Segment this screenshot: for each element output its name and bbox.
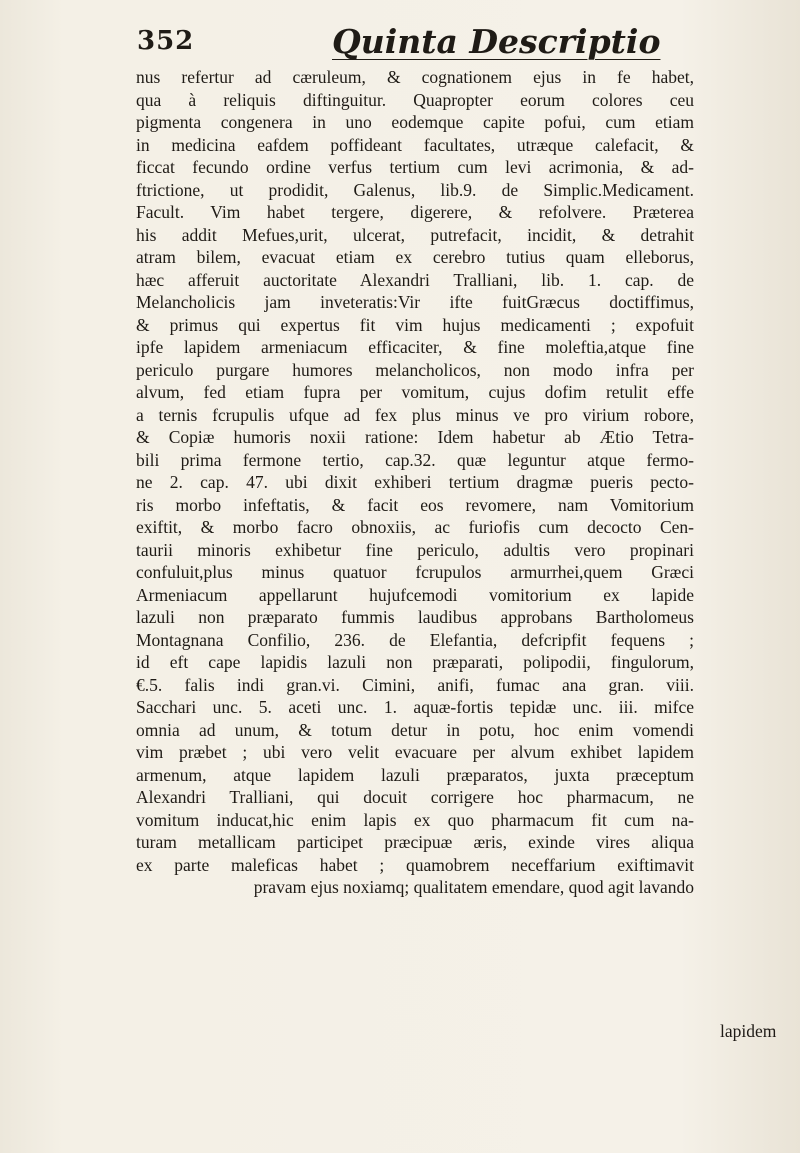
text-line: ex parte maleficas habet ; quamobrem neceffarium exiftimavit xyxy=(136,854,694,875)
text-line: taurii minoris exhibetur fine periculo, adultis vero propinari xyxy=(136,539,694,560)
body-text xyxy=(136,66,694,899)
text-line: Sacchari unc. 5. aceti unc. 1. aquæ-fortis tepidæ unc. iii. mifce xyxy=(136,697,694,717)
text-line: ipfe lapidem armeniacum efficaciter, & fine moleftia,atque fine xyxy=(136,337,694,357)
text-line: ftrictione, ut prodidit, Galenus, lib.9. de Simplic.Medicament. xyxy=(136,179,694,200)
catchword: lapidem xyxy=(720,1021,777,1041)
text-line: qua à reliquis diftinguitur. Quapropter eorum colores ceu xyxy=(136,89,694,110)
text-line: & Copiæ humoris noxii ratione: Idem habetur ab Ætio Tetra- xyxy=(136,427,694,447)
text-line: in medicina eafdem poffideant facultates, utræque calefacit, & xyxy=(136,134,694,155)
text-line: nus refertur ad cæruleum, & cognationem ejus in fe habet, xyxy=(136,67,694,87)
text-line: ne 2. cap. 47. ubi dixit exhiberi tertium dragmæ pueris pecto- xyxy=(136,472,694,492)
text-line: periculo purgare humores melancholicos, non modo infra per xyxy=(136,359,694,380)
text-line: bili prima fermone tertio, cap.32. quæ leguntur atque fermo- xyxy=(136,449,694,470)
text-line: confuluit,plus minus quatuor fcrupulos armurrhei,quem Græci xyxy=(136,562,694,582)
text-line: vim præbet ; ubi vero velit evacuare per alvum exhibet lapidem xyxy=(136,742,694,762)
text-line: Melancholicis jam inveteratis:Vir ifte fuitGræcus doctiffimus, xyxy=(136,292,694,312)
text-line: id eft cape lapidis lazuli non præparati, polipodii, fingulorum, xyxy=(136,652,694,672)
text-line: turam metallicam participet præcipuæ æris, exinde vires aliqua xyxy=(136,832,694,852)
text-line: vomitum inducat,hic enim lapis ex quo pharmacum fit cum na- xyxy=(136,809,694,830)
text-line: pravam ejus noxiamq; qualitatem emendare, quod agit lavando xyxy=(253,877,694,897)
text-line: lazuli non præparato fummis laudibus approbans Bartholomeus xyxy=(136,607,694,627)
page-title: Quinta Descriptio xyxy=(332,22,661,61)
text-line: €.5. falis indi gran.vi. Cimini, anifi, fumac ana gran. viii. xyxy=(136,674,694,695)
text-line: hæc afferuit auctoritate Alexandri Tralliani, lib. 1. cap. de xyxy=(136,269,694,290)
text-line: pigmenta congenera in uno eodemque capite pofui, cum etiam xyxy=(136,112,694,132)
text-line: ficcat fecundo ordine verfus tertium cum levi acrimonia, & ad- xyxy=(136,157,694,177)
text-line: Armeniacum appellarunt hujufcemodi vomitorium ex lapide xyxy=(136,584,694,605)
text-line: alvum, fed etiam fupra per vomitum, cujus dofim retulit effe xyxy=(136,382,694,402)
text-line: a ternis fcrupulis ufque ad fex plus minus ve pro virium robore, xyxy=(136,404,694,425)
text-line: Alexandri Tralliani, qui docuit corrigere hoc pharmacum, ne xyxy=(136,787,694,807)
text-line: omnia ad unum, & totum detur in potu, hoc enim vomendi xyxy=(136,719,694,740)
text-line: ris morbo infeftatis, & facit eos revomere, nam Vomitorium xyxy=(136,494,694,515)
text-line: Montagnana Confilio, 236. de Elefantia, defcripfit fequens ; xyxy=(136,629,694,650)
text-line: & primus qui expertus fit vim hujus medicamenti ; expofuit xyxy=(136,314,694,335)
running-head xyxy=(137,14,697,64)
text-line: his addit Mefues,urit, ulcerat, putrefacit, incidit, & detrahit xyxy=(136,224,694,245)
page-number: 352 xyxy=(137,26,195,56)
text-line: atram bilem, evacuat etiam ex cerebro tutius quam elleborus, xyxy=(136,247,694,267)
text-line: exiftit, & morbo facro obnoxiis, ac furiofis cum decocto Cen- xyxy=(136,517,694,537)
text-line: Facult. Vim habet tergere, digerere, & refolvere. Præterea xyxy=(136,202,694,222)
text-line: armenum, atque lapidem lazuli præparatos, juxta præceptum xyxy=(136,764,694,785)
